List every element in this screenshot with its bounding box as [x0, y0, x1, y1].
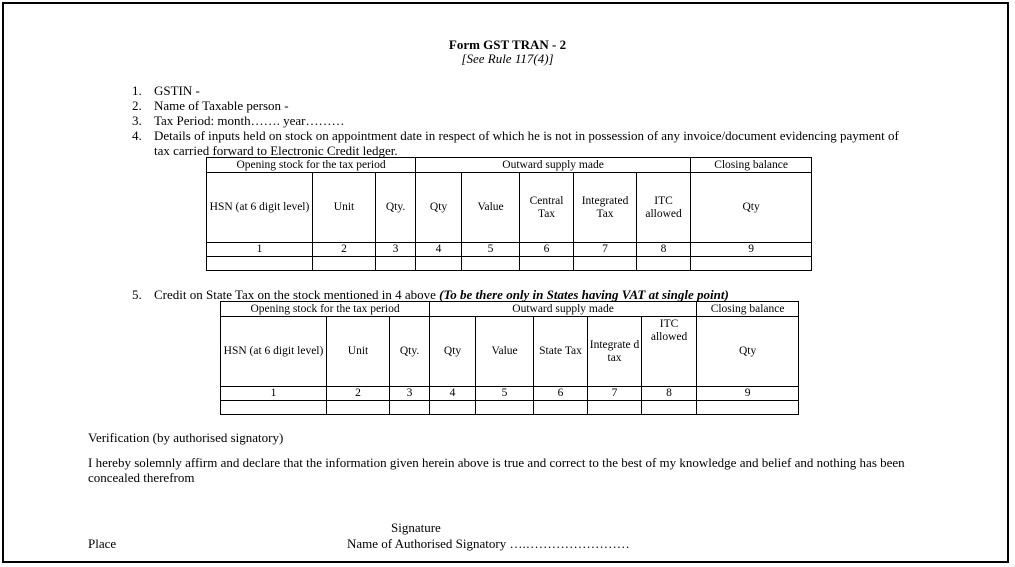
table-cell: [313, 257, 376, 271]
col-number: 1: [221, 387, 327, 401]
table-cell: [327, 401, 390, 415]
table-cell: [574, 257, 637, 271]
declaration-text: I hereby solemnly affirm and declare that the information given herein above is true and correct to the best of my knowledge and belief and nothing has been concealed therefrom: [88, 455, 905, 485]
form-title: Form GST TRAN - 2: [448, 37, 567, 52]
col-number: 2: [327, 387, 390, 401]
item-text-line1: Details of inputs held on stock on appointment date in respect of which he is not in possession of any invoice/document evidencing payment of: [154, 128, 899, 143]
header-value: Value: [462, 173, 520, 243]
header-central-tax: Central Tax: [520, 173, 574, 243]
col-number: 3: [390, 387, 430, 401]
col-number: 5: [462, 243, 520, 257]
item-text: Name of Taxable person -: [154, 98, 289, 113]
item-number: 4.: [132, 128, 142, 143]
table-cell: [416, 257, 462, 271]
table-cell: [390, 401, 430, 415]
header-unit: Unit: [313, 173, 376, 243]
col-number: 1: [207, 243, 313, 257]
item-number: 5.: [132, 287, 142, 302]
header-itc-allowed: ITC allowed: [642, 317, 697, 387]
col-number: 9: [691, 243, 812, 257]
table-cell: [642, 401, 697, 415]
item-state-tax-credit: [132, 287, 729, 302]
header-integrated-tax: Integrate d tax: [588, 317, 642, 387]
header-hsn: HSN (at 6 digit level): [221, 317, 327, 387]
header-qty-closing: Qty: [691, 173, 812, 243]
place-label: Place: [88, 536, 117, 551]
group-opening-stock: Opening stock for the tax period: [207, 158, 416, 173]
item-emphasis: (To be there only in States having VAT at single point): [439, 287, 729, 302]
table-cell: [221, 401, 327, 415]
table-cell: [697, 401, 799, 415]
table-header-row: [207, 173, 812, 243]
item-inputs-stock: [132, 128, 899, 143]
col-number: 8: [642, 387, 697, 401]
group-opening-stock: Opening stock for the tax period: [221, 302, 430, 317]
item-number: 1.: [132, 83, 142, 98]
header-itc-allowed: ITC allowed: [637, 173, 691, 243]
item-taxable-person: [132, 98, 289, 113]
item-number: 2.: [132, 98, 142, 113]
table-cell: [637, 257, 691, 271]
header-hsn: HSN (at 6 digit level): [207, 173, 313, 243]
group-outward-supply: Outward supply made: [430, 302, 697, 317]
header-qty-opening: Qty.: [376, 173, 416, 243]
table-cell: [476, 401, 534, 415]
col-number: 8: [637, 243, 691, 257]
table-number-row: [207, 243, 812, 257]
col-number: 6: [534, 387, 588, 401]
item-text: Tax Period: month……. year………: [154, 113, 345, 128]
signature-label: Signature: [391, 520, 441, 535]
col-number: 9: [697, 387, 799, 401]
table-cell: [691, 257, 812, 271]
item-text: Credit on State Tax on the stock mentioned in 4 above: [154, 287, 440, 302]
table-number-row: [221, 387, 799, 401]
group-closing-balance: Closing balance: [691, 158, 812, 173]
header-qty-opening: Qty.: [390, 317, 430, 387]
stock-table-1: [206, 157, 812, 271]
col-number: 6: [520, 243, 574, 257]
col-number: 7: [574, 243, 637, 257]
table-empty-row: [221, 401, 799, 415]
signatory-name-label: Name of Authorised Signatory ….……………………: [347, 536, 630, 551]
header-qty-closing: Qty: [697, 317, 799, 387]
col-number: 7: [588, 387, 642, 401]
table-cell: [207, 257, 313, 271]
header-qty-outward: Qty: [416, 173, 462, 243]
item-inputs-stock-cont: tax carried forward to Electronic Credit ledger.: [154, 143, 398, 158]
stock-table-2: [220, 301, 799, 415]
table-group-row: [207, 158, 812, 173]
table-cell: [430, 401, 476, 415]
col-number: 5: [476, 387, 534, 401]
group-closing-balance: Closing balance: [697, 302, 799, 317]
table-group-row: [221, 302, 799, 317]
item-number: 3.: [132, 113, 142, 128]
col-number: 4: [430, 387, 476, 401]
header-unit: Unit: [327, 317, 390, 387]
table-cell: [462, 257, 520, 271]
item-gstin: [132, 83, 200, 98]
col-number: 4: [416, 243, 462, 257]
col-number: 3: [376, 243, 416, 257]
verification-heading: Verification (by authorised signatory): [88, 430, 284, 445]
table-cell: [520, 257, 574, 271]
col-number: 2: [313, 243, 376, 257]
group-outward-supply: Outward supply made: [416, 158, 691, 173]
table-header-row: [221, 317, 799, 387]
header-qty-outward: Qty: [430, 317, 476, 387]
table-cell: [534, 401, 588, 415]
form-subtitle: [See Rule 117(4)]: [461, 51, 554, 66]
table-cell: [376, 257, 416, 271]
item-text: GSTIN -: [154, 83, 200, 98]
form-page: [2, 2, 1009, 563]
table-empty-row: [207, 257, 812, 271]
header-integrated-tax: Integrated Tax: [574, 173, 637, 243]
header-state-tax: State Tax: [534, 317, 588, 387]
header-value: Value: [476, 317, 534, 387]
table-cell: [588, 401, 642, 415]
item-tax-period: [132, 113, 344, 128]
